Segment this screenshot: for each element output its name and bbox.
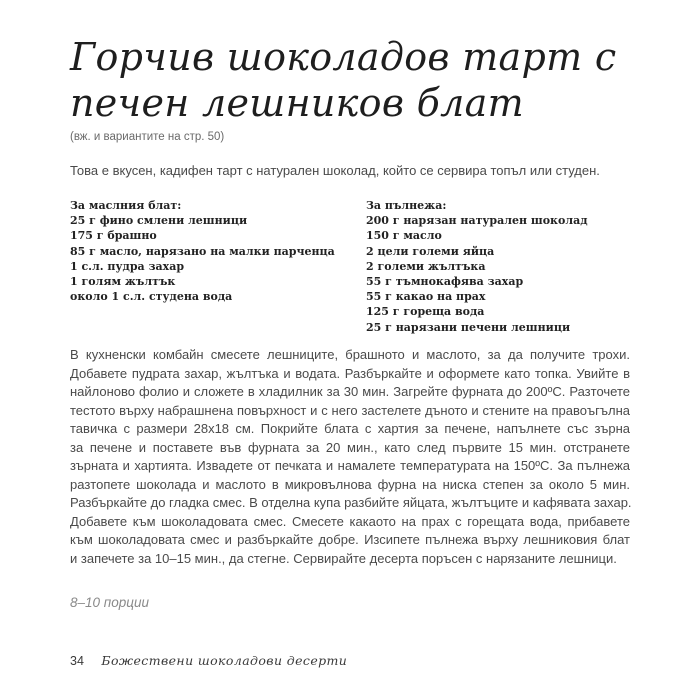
method-line: към шоколадовата смес и разбъркайте добре. Изсипете пълнежа върху лешниковия блат bbox=[70, 532, 630, 547]
ingredient-item: 2 големи жълтъка bbox=[366, 259, 486, 273]
method-line: зърната и хартията. Извадете от печката и намалете температурата на 150ºС. За пълнежа bbox=[70, 458, 630, 473]
base-ingredients-heading: За маслния блат: bbox=[70, 199, 182, 212]
method-line: тестото върху набрашнена повърхност и с него застелете дъното и стените на правоъгълна bbox=[70, 402, 630, 418]
variants-reference: (вж. и вариантите на стр. 50) bbox=[70, 131, 225, 143]
ingredient-item: 175 г брашно bbox=[70, 229, 157, 243]
page-number: 34 bbox=[70, 654, 84, 668]
ingredient-item: 1 голям жълтък bbox=[70, 275, 176, 289]
method-line: найлоново фолио и сложете в хладилник за 30 мин. Загрейте фурната до 200ºС. Разточете bbox=[70, 384, 630, 399]
ingredient-item: 2 цели големи яйца bbox=[366, 244, 495, 258]
base-ingredients bbox=[70, 198, 350, 304]
ingredient-item: 85 г масло, нарязано на малки парченца bbox=[70, 244, 335, 258]
method-line: за печене и поставете във фурната за 20 мин., като след първите 15 мин. отстранете bbox=[70, 439, 630, 455]
method-line: Добавете към шоколадовата смес. Смесете какаото на прах с горещата вода, прибавете bbox=[70, 513, 630, 529]
method-line: тавичка с размери 28x18 см. Покрийте блата с хартия за печене, напълнете със зърна bbox=[70, 421, 630, 436]
recipe-title bbox=[70, 34, 660, 126]
method-line: В кухненски комбайн смесете лешниците, брашното и маслото, за да получите трохи. bbox=[70, 347, 630, 362]
ingredient-item: около 1 с.л. студена вода bbox=[70, 290, 233, 304]
method-line: Добавете пудрата захар, жълтъка и водата. Разбъркайте и оформете като топка. Увийте в bbox=[70, 365, 630, 381]
servings: 8–10 порции bbox=[70, 595, 149, 610]
ingredient-item: 25 г фино смлени лешници bbox=[70, 214, 248, 228]
ingredient-item: 1 с.л. пудра захар bbox=[70, 259, 185, 273]
ingredient-item: 150 г масло bbox=[366, 229, 442, 243]
method-line: разтопете шоколада и маслото в микровълнова фурна на ниска степен за около 5 мин. bbox=[70, 476, 630, 492]
ingredient-item: 200 г нарязан натурален шоколад bbox=[366, 214, 588, 228]
method-line: и запечете за 10–15 мин., да стегне. Сервирайте десерта поръсен с нарязаните лешници. bbox=[70, 550, 617, 566]
ingredient-item: 55 г какао на прах bbox=[366, 290, 486, 304]
filling-ingredients-heading: За пълнежа: bbox=[366, 199, 447, 212]
page-footer bbox=[70, 653, 347, 668]
ingredient-item: 55 г тъмнокафява захар bbox=[366, 275, 524, 289]
method-line: Разбъркайте до гладка смес. В отделна купа разбийте яйцата, жълтъците и кафявата захар. bbox=[70, 495, 632, 510]
recipe-title-line-1: Горчив шоколадов тарт с bbox=[70, 35, 617, 79]
ingredient-item: 25 г нарязани печени лешници bbox=[366, 320, 571, 334]
recipe-title-line-2: печен лешников блат bbox=[70, 81, 524, 125]
method-paragraph bbox=[70, 346, 630, 568]
recipe-intro: Това е вкусен, кадифен тарт с натурален шоколад, който се сервира топъл или студен. bbox=[70, 163, 600, 178]
book-title: Божествени шоколадови десерти bbox=[101, 653, 348, 668]
filling-ingredients bbox=[366, 198, 656, 335]
ingredient-item: 125 г гореща вода bbox=[366, 305, 485, 319]
